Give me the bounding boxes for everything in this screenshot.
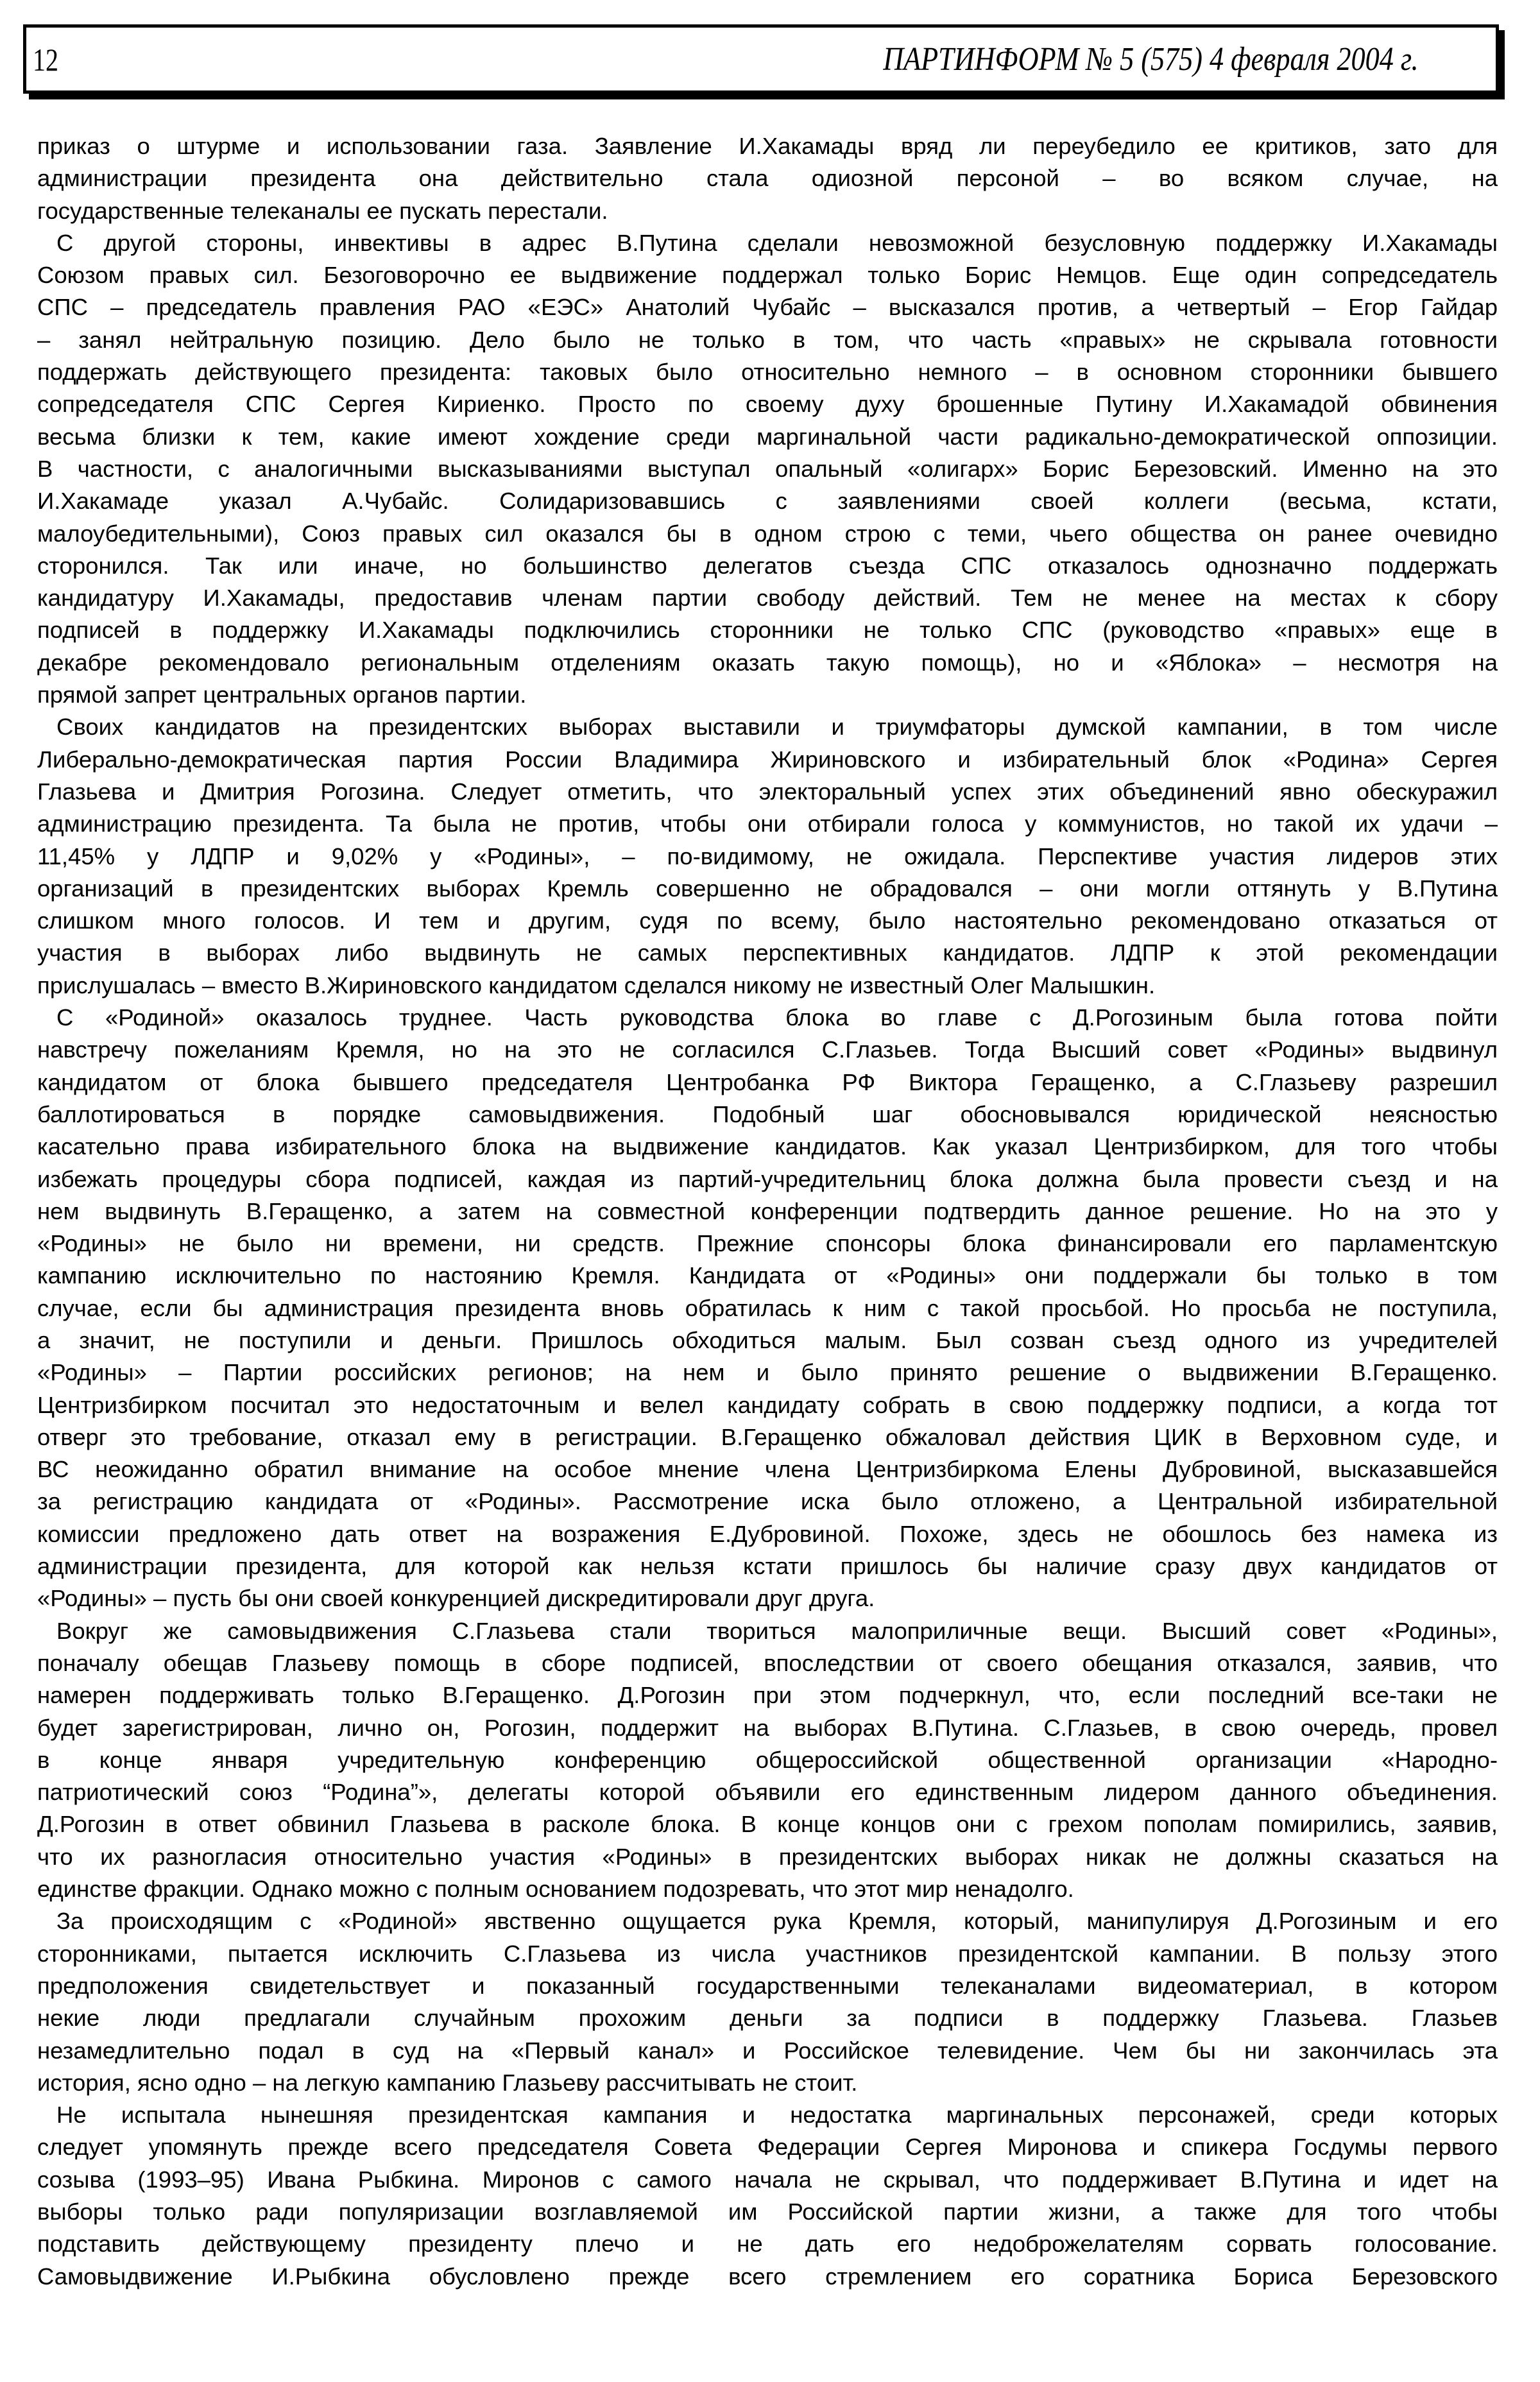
text-line: Не испытала нынешняя президентская кампания и недостатка маргинальных персонажей, среди которых: [56, 2102, 1498, 2129]
text-line: «Родины» – пусть бы они своей конкуренцией дискредитировали друг друга.: [37, 1585, 875, 1612]
text-line: слишком много голосов. И тем и другим, судя по всему, было настоятельно рекомендовано отказаться от: [37, 907, 1498, 934]
text-line: поддержать действующего президента: таковых было относительно немного – в основном сторонники бывшего: [37, 359, 1498, 386]
article-body: [37, 130, 1498, 2293]
text-line: участия в выборах либо выдвинуть не самых перспективных кандидатов. ЛДПР к этой рекомендации: [37, 939, 1498, 966]
text-line: навстречу пожеланиям Кремля, но на это не согласился С.Глазьев. Тогда Высший совет «Родины» выдвинул: [37, 1036, 1498, 1063]
text-line: следует упомянуть прежде всего председателя Совета Федерации Сергея Миронова и спикера Госдумы первого: [37, 2134, 1498, 2161]
text-line: за регистрацию кандидата от «Родины». Рассмотрение иска было отложено, а Центральной избирательной: [37, 1488, 1498, 1515]
text-line: что их разногласия относительно участия «Родины» в президентских выборах никак не должны сказаться на: [37, 1843, 1498, 1870]
text-line: ВС неожиданно обратил внимание на особое мнение члена Центризбиркома Елены Дубровиной, высказавшейся: [37, 1456, 1498, 1483]
text-line: Глазьева и Дмитрия Рогозина. Следует отметить, что электоральный успех этих объединений явно обескуражил: [37, 778, 1498, 805]
text-line: отверг это требование, отказал ему в регистрации. В.Геращенко обжаловал действия ЦИК в Верховном суде, и: [37, 1423, 1498, 1450]
text-line: администрации президента, для которой как нельзя кстати пришлось бы наличие сразу двух кандидатов от: [37, 1553, 1498, 1580]
paragraph: [37, 2099, 1498, 2293]
text-line: избежать процедуры сбора подписей, каждая из партий-учредительниц блока должна была провести съезд и на: [37, 1165, 1498, 1192]
text-line: Либерально-демократическая партия России Владимира Жириновского и избирательный блок «Родина» Сергея: [37, 746, 1498, 773]
text-line: подставить действующему президенту плечо и не дать его недоброжелателям сорвать голосование.: [37, 2231, 1498, 2258]
text-line: подписей в поддержку И.Хакамады подключились сторонники не только СПС (руководство «правых» еще в: [37, 617, 1498, 644]
text-line: незамедлительно подал в суд на «Первый канал» и Российское телевидение. Чем бы ни закончилась эта: [37, 2037, 1498, 2064]
text-line: администрацию президента. Та была не против, чтобы они отбирали голоса у коммунистов, но такой их удачи –: [37, 810, 1498, 837]
text-line: кандидатуру И.Хакамады, предоставив членам партии свободу действий. Тем не менее на местах к сбору: [37, 585, 1498, 612]
text-line: прямой запрет центральных органов партии.: [37, 681, 527, 708]
text-line: СПС – председатель правления РАО «ЕЭС» Анатолий Чубайс – высказался против, а четвертый – Егор Гайдар: [37, 294, 1498, 321]
text-line: Центризбирком посчитал это недостаточным и велел кандидату собрать в свою поддержку подписи, а когда тот: [37, 1391, 1498, 1418]
text-line: единстве фракции. Однако можно с полным основанием подозревать, что этот мир ненадолго.: [37, 1876, 1074, 1903]
text-line: прислушалась – вместо В.Жириновского кандидатом сделался никому не известный Олег Малышкин.: [37, 972, 1156, 998]
text-line: будет зарегистрирован, лично он, Рогозин, поддержит на выборах В.Путина. С.Глазьев, в свою очередь, провел: [37, 1714, 1498, 1741]
paragraph: [37, 227, 1498, 711]
text-line: «Родины» не было ни времени, ни средств. Прежние спонсоры блока финансировали его парламентскую: [37, 1230, 1498, 1257]
text-line: история, ясно одно – на легкую кампанию Глазьеву рассчитывать не стоит.: [37, 2069, 858, 2096]
text-line: С другой стороны, инвективы в адрес В.Путина сделали невозможной безусловную поддержку И.Хакамады: [56, 229, 1498, 256]
text-line: нем выдвинуть В.Геращенко, а затем на совместной конференции подтвердить данное решение. Но на это у: [37, 1197, 1498, 1224]
text-line: Своих кандидатов на президентских выборах выставили и триумфаторы думской кампании, в том числе: [56, 714, 1498, 741]
text-line: За происходящим с «Родиной» явственно ощущается рука Кремля, который, манипулируя Д.Рогозиным и его: [56, 1908, 1498, 1935]
text-line: сторонился. Так или иначе, но большинство делегатов съезда СПС отказалось однозначно поддержать: [37, 552, 1498, 579]
paragraph: [37, 1615, 1498, 1906]
text-line: а значит, не поступили и деньги. Пришлось обходиться малым. Был созван съезд одного из учредителей: [37, 1326, 1498, 1353]
text-line: администрации президента она действительно стала одиозной персоной – во всяком случае, на: [37, 165, 1498, 192]
text-line: комиссии предложено дать ответ на возражения Е.Дубровиной. Похоже, здесь не обошлось без намека из: [37, 1520, 1498, 1547]
text-line: Вокруг же самовыдвижения С.Глазьева стали твориться малоприличные вещи. Высший совет «Родины»,: [56, 1617, 1498, 1644]
text-line: кандидатом от блока бывшего председателя Центробанка РФ Виктора Геращенко, а С.Глазьеву разрешил: [37, 1068, 1498, 1095]
text-line: касательно права избирательного блока на выдвижение кандидатов. Как указал Центризбирком, для того чтобы: [37, 1133, 1498, 1160]
page-number: 12: [33, 42, 58, 78]
text-line: патриотический союз “Родина”», делегаты которой объявили его единственным лидером данного объединения.: [37, 1779, 1498, 1806]
text-line: поначалу обещав Глазьеву помощь в сборе подписей, впоследствии от своего обещания отказался, заявив, что: [37, 1649, 1498, 1676]
text-line: намерен поддерживать только В.Геращенко. Д.Рогозин при этом подчеркнул, что, если последний все-таки не: [37, 1682, 1498, 1709]
text-line: 11,45% у ЛДПР и 9,02% у «Родины», – по-видимому, не ожидала. Перспективе участия лидеров этих: [37, 843, 1498, 870]
text-line: декабре рекомендовало региональным отделениям оказать такую помощь), но и «Яблока» – несмотря на: [37, 649, 1498, 676]
text-line: В частности, с аналогичными высказываниями выступал опальный «олигарх» Борис Березовский. Именно на это: [37, 455, 1498, 482]
text-line: некие люди предлагали случайным прохожим деньги за подписи в поддержку Глазьева. Глазьев: [37, 2005, 1498, 2032]
text-line: малоубедительными), Союз правых сил оказался бы в одном строю с теми, чьего общества он ранее очевидно: [37, 520, 1498, 547]
text-line: «Родины» – Партии российских регионов; на нем и было принято решение о выдвижении В.Геращенко.: [37, 1359, 1498, 1386]
paragraph: [37, 130, 1498, 227]
text-line: Союзом правых сил. Безоговорочно ее выдвижение поддержал только Борис Немцов. Еще один сопредседатель: [37, 262, 1498, 289]
text-line: – занял нейтральную позицию. Дело было не только в том, что часть «правых» не скрывала готовности: [37, 326, 1498, 353]
paragraph: [37, 1905, 1498, 2099]
text-line: приказ о штурме и использовании газа. Заявление И.Хакамады вряд ли переубедило ее критиков, зато для: [37, 133, 1498, 159]
text-line: государственные телеканалы ее пускать перестали.: [37, 197, 608, 224]
text-line: созыва (1993–95) Ивана Рыбкина. Миронов с самого начала не скрывал, что поддерживает В.Путина и идет на: [37, 2166, 1498, 2193]
text-line: предположения свидетельствует и показанный государственными телеканалами видеоматериал, в котором: [37, 1972, 1498, 1999]
text-line: в конце января учредительную конференцию общероссийской общественной организации «Народно-: [37, 1746, 1498, 1773]
publication-title: ПАРТИНФОРМ № 5 (575) 4 февраля 2004 г.: [883, 41, 1419, 78]
text-line: выборы только ради популяризации возглавляемой им Российской партии жизни, а также для того чтобы: [37, 2198, 1498, 2225]
page-header: [23, 24, 1499, 94]
text-line: С «Родиной» оказалось труднее. Часть руководства блока во главе с Д.Рогозиным была готова пойти: [56, 1004, 1498, 1031]
text-line: И.Хакамаде указал А.Чубайс. Солидаризовавшись с заявлениями своей коллеги (весьма, кстати,: [37, 488, 1498, 515]
text-line: весьма близки к тем, какие имеют хождение среди маргинальной части радикально-демократической оппозиции.: [37, 423, 1498, 450]
text-line: сопредседателя СПС Сергея Кириенко. Просто по своему духу брошенные Путину И.Хакамадой обвинения: [37, 391, 1498, 418]
text-line: сторонниками, пытается исключить С.Глазьева из числа участников президентской кампании. В пользу этого: [37, 1940, 1498, 1967]
text-line: Д.Рогозин в ответ обвинил Глазьева в расколе блока. В конце концов они с грехом пополам помирились, заявив,: [37, 1811, 1498, 1838]
text-line: баллотироваться в порядке самовыдвижения. Подобный шаг обосновывался юридической неясностью: [37, 1101, 1498, 1127]
text-line: Самовыдвижение И.Рыбкина обусловлено прежде всего стремлением его соратника Бориса Березовского: [37, 2263, 1498, 2290]
paragraph: [37, 1002, 1498, 1615]
text-line: случае, если бы администрация президента вновь обратилась к ним с такой просьбой. Но просьба не поступила,: [37, 1294, 1498, 1321]
paragraph: [37, 711, 1498, 1002]
text-line: организаций в президентских выборах Кремль совершенно не обрадовался – они могли оттянуть у В.Путина: [37, 875, 1498, 902]
text-line: кампанию исключительно по настоянию Кремля. Кандидата от «Родины» они поддержали бы только в том: [37, 1262, 1498, 1289]
